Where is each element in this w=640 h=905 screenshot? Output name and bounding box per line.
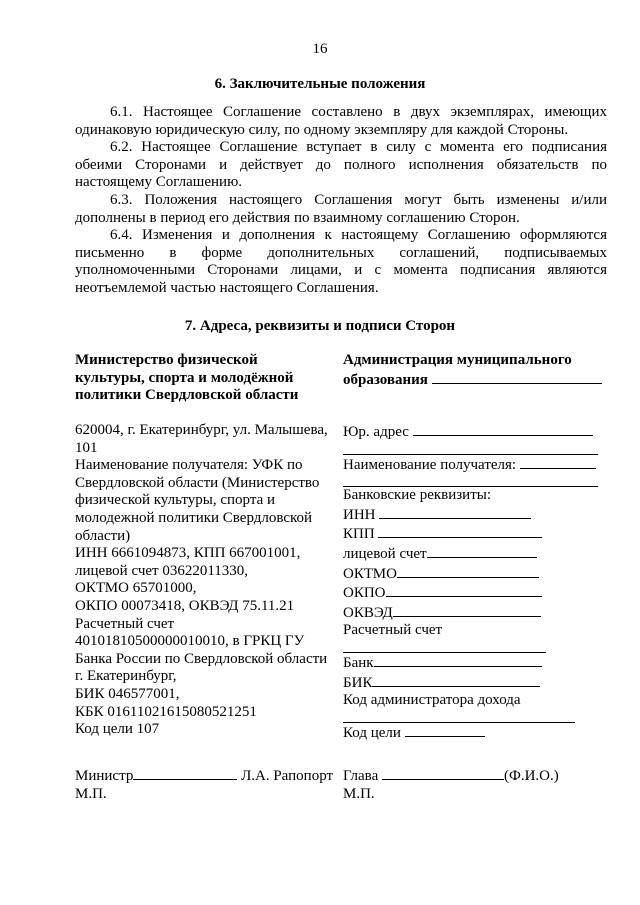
inn-field — [379, 505, 531, 519]
left-stamp: М.П. — [75, 785, 107, 802]
account-field — [427, 544, 537, 558]
right-org-line — [432, 370, 602, 384]
settlement-line — [343, 640, 546, 653]
recipient-line-2 — [343, 474, 598, 487]
legal-address-line-2 — [343, 442, 598, 455]
okpo-field — [386, 583, 542, 597]
right-signature: Глава (Ф.И.О.) М.П. — [343, 766, 623, 803]
paragraph-6-4: 6.4. Изменения и дополнения к настоящему Соглашению оформляются письменно в форме дополнительных соглашений, подписываемых уполномоченными Сторонами лицами, и с момента подписания являются неотъемлемой частью настоящего Соглашения. — [75, 227, 607, 296]
left-org-name: Министерство физической культуры, спорта и молодёжной политики Свердловской области — [75, 352, 299, 404]
section-6-title: 6. Заключительные положения — [214, 76, 426, 92]
okved-field — [393, 603, 541, 617]
bik-field — [372, 673, 540, 687]
right-details: Юр. адрес Наименование получателя: Банковские реквизиты: ИНН КПП лицевой счет ОКТМО ОКПО ОКВЭД Расчетный счет Банк БИК Код администратора дохода Код цели — [343, 422, 623, 742]
paragraph-6-3: 6.3. Положения настоящего Соглашения могут быть изменены и/или дополнены в период его действия по взаимному соглашению Сторон. — [75, 191, 607, 226]
right-org-name: Администрация муниципального образования — [343, 352, 623, 389]
section-6-body — [75, 104, 607, 298]
recipient-field — [520, 455, 596, 469]
right-stamp: М.П. — [343, 785, 375, 802]
left-signature-line — [133, 766, 237, 780]
kpp-field — [378, 524, 542, 538]
bank-field — [374, 653, 542, 667]
right-signature-line — [382, 766, 504, 780]
legal-address-field — [413, 422, 593, 436]
section-7-title: 7. Адреса, реквизиты и подписи Сторон — [184, 318, 456, 334]
paragraph-6-1: 6.1. Настоящее Соглашение составлено в двух экземплярах, имеющих одинаковую юридическую силу, по одному экземпляру для каждой Стороны. — [75, 104, 607, 138]
purpose-code-field — [405, 723, 485, 737]
left-signature: Министр Л.А. Рапопорт М.П. — [75, 766, 340, 803]
left-details: 620004, г. Екатеринбург, ул. Малышева, 101 Наименование получателя: УФК по Свердловской области (Министерство физической культуры, спорта и молодежной политики Свердловской области) ИНН 6661094873, КПП 667001001, лицевой счет 03622011330, ОКТМО 65701000, ОКПО 00073418, ОКВЭД 75.11.21 Расчетный счет 40101810500000010010, в ГРКЦ ГУ Банка России по Свердловской области г. Екатеринбург, БИК 046577001, КБК 01611021615080521251 Код цели 107 — [75, 422, 328, 738]
oktmo-field — [397, 564, 539, 578]
page-number: 16 — [312, 41, 328, 57]
revenue-admin-line — [343, 710, 575, 723]
paragraph-6-2: 6.2. Настоящее Соглашение вступает в силу с момента его подписания обеими Сторонами и действует до полного исполнения обязательств по настоящему Соглашению. — [75, 139, 607, 191]
